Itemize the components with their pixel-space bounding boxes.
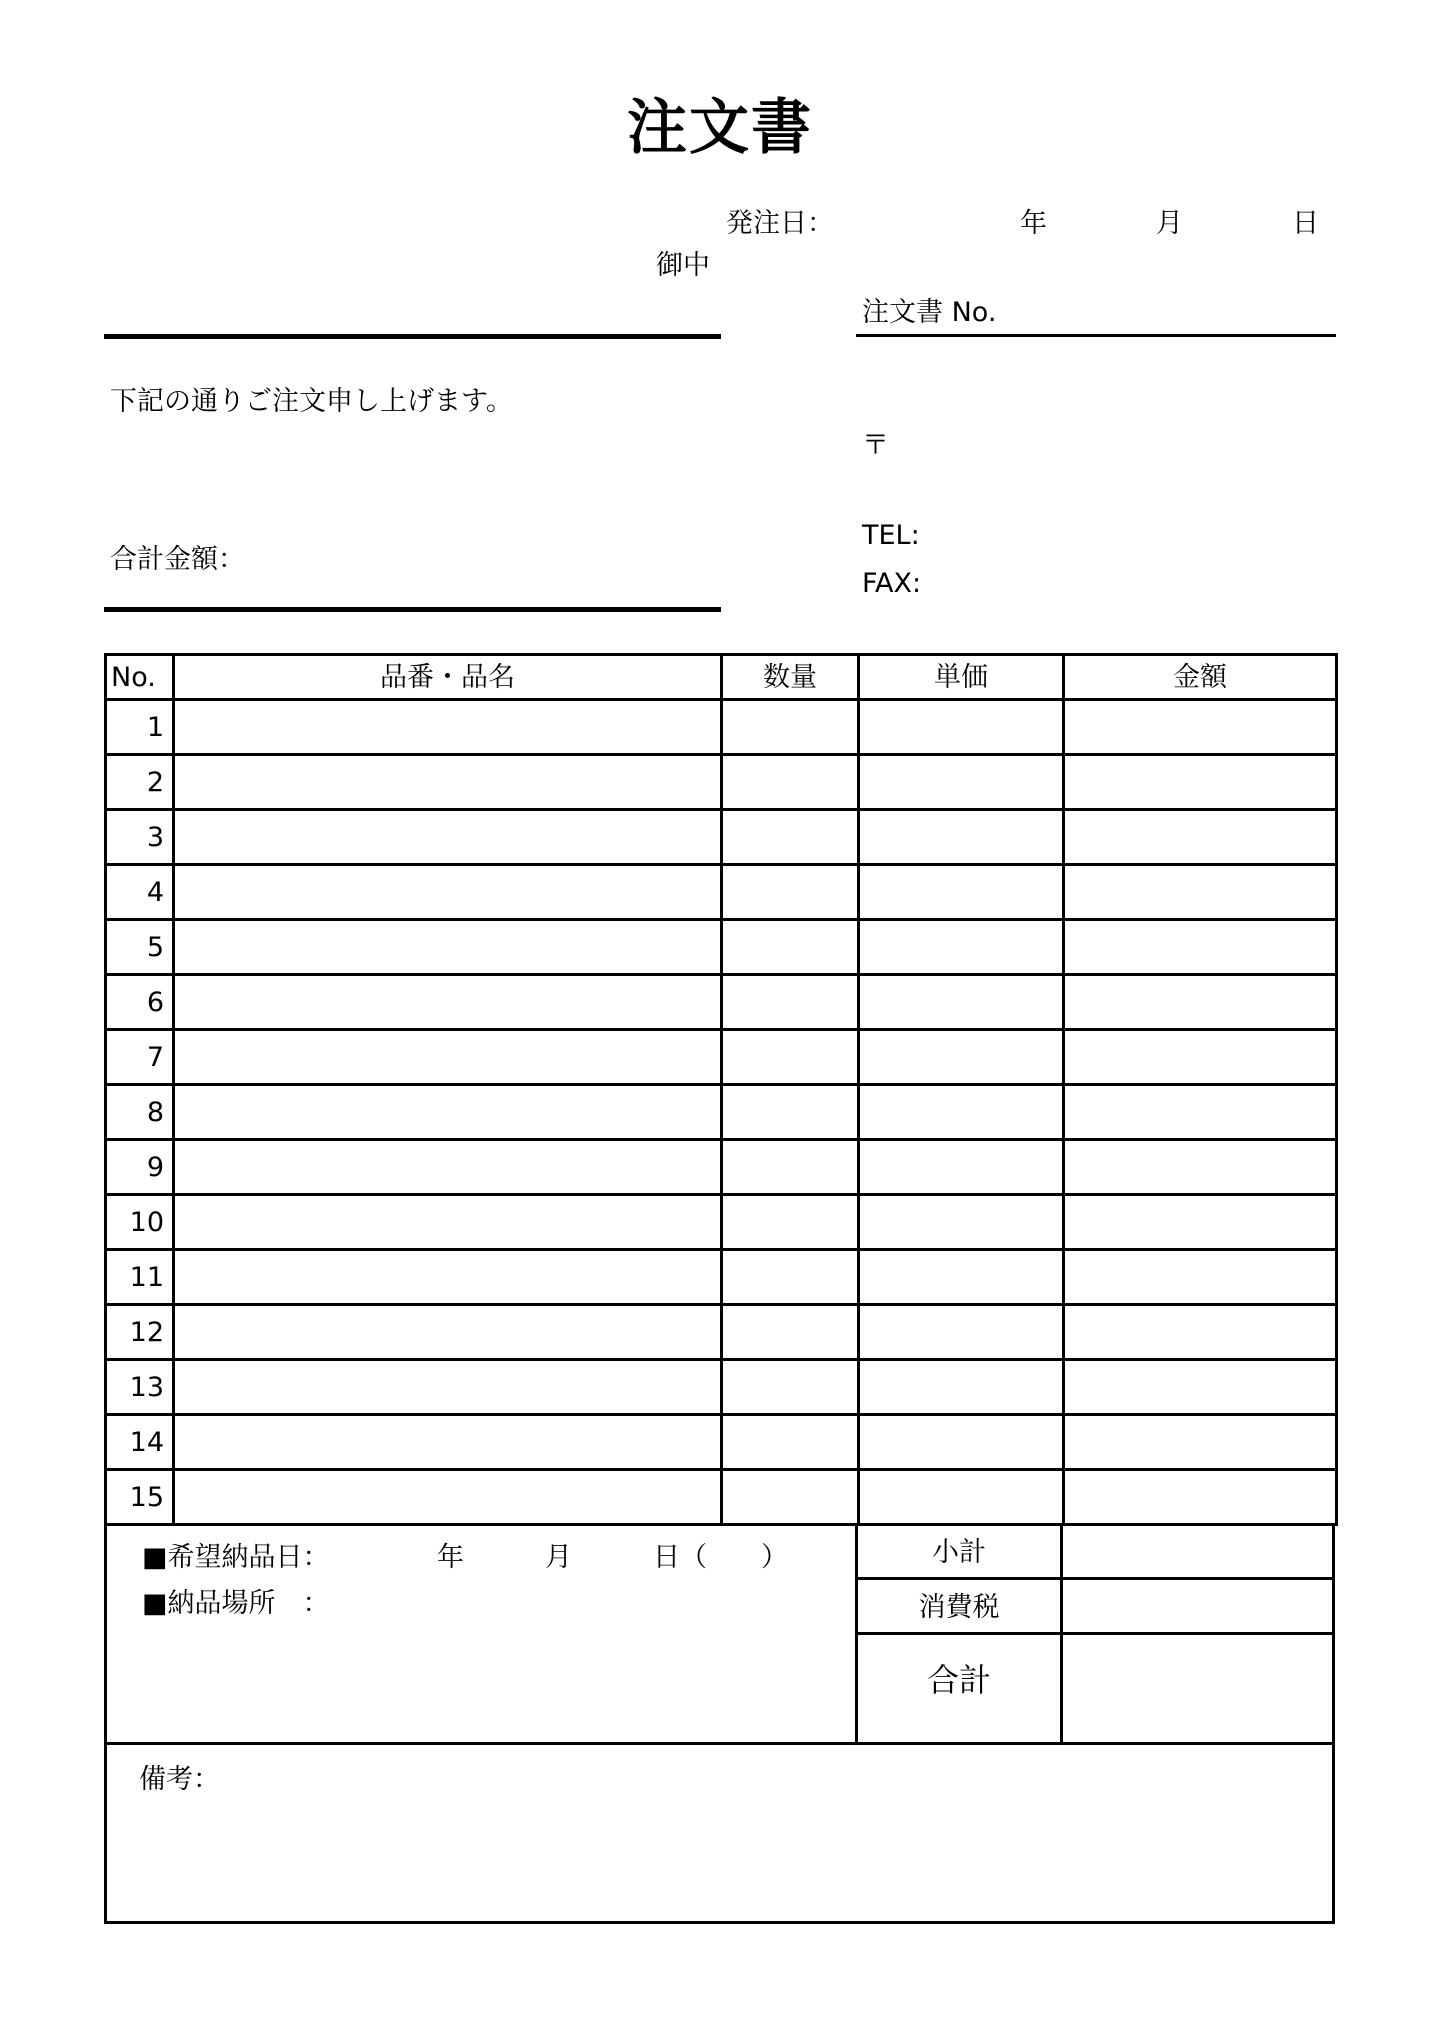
document-title: 注文書 — [627, 93, 813, 163]
item-name-cell[interactable] — [174, 1470, 722, 1525]
quantity-cell[interactable] — [722, 1195, 859, 1250]
order-number-rule — [856, 334, 1336, 337]
amount-cell[interactable] — [1064, 1030, 1337, 1085]
quantity-cell[interactable] — [722, 865, 859, 920]
table-row — [106, 1085, 1337, 1140]
quantity-cell[interactable] — [722, 1085, 859, 1140]
amount-cell[interactable] — [1064, 1415, 1337, 1470]
header-unit-price: 単価 — [859, 655, 1064, 700]
subtotal-value[interactable] — [1063, 1524, 1335, 1577]
delivery-date-label: ■希望納品日： — [142, 1542, 330, 1573]
item-name-cell[interactable] — [174, 700, 722, 755]
row-number: 12 — [106, 1305, 174, 1360]
fax-label: FAX: — [862, 568, 922, 599]
amount-cell[interactable] — [1064, 1305, 1337, 1360]
item-name-cell[interactable] — [174, 755, 722, 810]
table-row — [106, 1415, 1337, 1470]
delivery-date-month: 月 — [545, 1542, 572, 1573]
quantity-cell[interactable] — [722, 1360, 859, 1415]
amount-cell[interactable] — [1064, 865, 1337, 920]
unit-price-cell[interactable] — [859, 1415, 1064, 1470]
row-number: 11 — [106, 1250, 174, 1305]
amount-cell[interactable] — [1064, 700, 1337, 755]
item-name-cell[interactable] — [174, 1305, 722, 1360]
row-number: 9 — [106, 1140, 174, 1195]
unit-price-cell[interactable] — [859, 1030, 1064, 1085]
tax-label: 消費税 — [918, 1592, 1000, 1623]
total-amount-label: 合計金額： — [110, 544, 245, 575]
intro-text: 下記の通りご注文申し上げます。 — [110, 386, 513, 417]
header-no: No. — [106, 655, 174, 700]
table-row — [106, 755, 1337, 810]
table-row — [106, 1360, 1337, 1415]
quantity-cell[interactable] — [722, 1250, 859, 1305]
recipient-suffix: 御中 — [656, 250, 710, 281]
row-number: 3 — [106, 810, 174, 865]
unit-price-cell[interactable] — [859, 1195, 1064, 1250]
item-name-cell[interactable] — [174, 1360, 722, 1415]
unit-price-cell[interactable] — [859, 1360, 1064, 1415]
remarks-area[interactable] — [107, 1745, 1335, 1921]
amount-cell[interactable] — [1064, 975, 1337, 1030]
item-name-cell[interactable] — [174, 1195, 722, 1250]
amount-cell[interactable] — [1064, 755, 1337, 810]
subtotal-label: 小計 — [932, 1537, 986, 1568]
order-date-label: 発注日： — [726, 208, 834, 239]
row-number: 8 — [106, 1085, 174, 1140]
quantity-cell[interactable] — [722, 1140, 859, 1195]
table-row — [106, 810, 1337, 865]
order-number-label: 注文書 No. — [862, 297, 997, 328]
quantity-cell[interactable] — [722, 1305, 859, 1360]
items-table — [104, 653, 1338, 1526]
table-row — [106, 1140, 1337, 1195]
tax-value[interactable] — [1063, 1580, 1335, 1632]
unit-price-cell[interactable] — [859, 1250, 1064, 1305]
amount-cell[interactable] — [1064, 1140, 1337, 1195]
amount-cell[interactable] — [1064, 1085, 1337, 1140]
quantity-cell[interactable] — [722, 1030, 859, 1085]
item-name-cell[interactable] — [174, 865, 722, 920]
unit-price-cell[interactable] — [859, 865, 1064, 920]
delivery-date-day: 日（ ） — [653, 1542, 788, 1573]
row-number: 2 — [106, 755, 174, 810]
quantity-cell[interactable] — [722, 1470, 859, 1525]
summary-section — [104, 1524, 1335, 1924]
item-name-cell[interactable] — [174, 1140, 722, 1195]
quantity-cell[interactable] — [722, 755, 859, 810]
order-date-year: 年 — [1020, 208, 1047, 239]
item-name-cell[interactable] — [174, 1085, 722, 1140]
item-name-cell[interactable] — [174, 810, 722, 865]
unit-price-cell[interactable] — [859, 755, 1064, 810]
table-row — [106, 1195, 1337, 1250]
table-row — [106, 1250, 1337, 1305]
header-quantity: 数量 — [722, 655, 859, 700]
unit-price-cell[interactable] — [859, 1140, 1064, 1195]
row-number: 15 — [106, 1470, 174, 1525]
tel-label: TEL: — [862, 520, 920, 551]
table-row — [106, 1470, 1337, 1525]
unit-price-cell[interactable] — [859, 810, 1064, 865]
unit-price-cell[interactable] — [859, 1085, 1064, 1140]
table-row — [106, 920, 1337, 975]
postal-mark: 〒 — [862, 430, 889, 461]
row-number: 14 — [106, 1415, 174, 1470]
item-name-cell[interactable] — [174, 975, 722, 1030]
table-row — [106, 1305, 1337, 1360]
amount-cell[interactable] — [1064, 920, 1337, 975]
table-row — [106, 865, 1337, 920]
order-date-day: 日 — [1292, 208, 1319, 239]
unit-price-cell[interactable] — [859, 975, 1064, 1030]
item-name-cell[interactable] — [174, 1415, 722, 1470]
grand-total-label: 合計 — [926, 1661, 991, 1699]
delivery-date-year: 年 — [437, 1542, 464, 1573]
table-row — [106, 1030, 1337, 1085]
recipient-rule — [104, 334, 721, 339]
row-number: 7 — [106, 1030, 174, 1085]
amount-cell[interactable] — [1064, 1360, 1337, 1415]
quantity-cell[interactable] — [722, 700, 859, 755]
quantity-cell[interactable] — [722, 810, 859, 865]
amount-cell[interactable] — [1064, 1250, 1337, 1305]
amount-cell[interactable] — [1064, 810, 1337, 865]
row-number: 10 — [106, 1195, 174, 1250]
quantity-cell[interactable] — [722, 975, 859, 1030]
header-amount: 金額 — [1064, 655, 1337, 700]
row-number: 13 — [106, 1360, 174, 1415]
quantity-cell[interactable] — [722, 920, 859, 975]
amount-cell[interactable] — [1064, 1470, 1337, 1525]
unit-price-cell[interactable] — [859, 1470, 1064, 1525]
grand-total-value[interactable] — [1063, 1635, 1335, 1742]
total-amount-rule — [104, 607, 721, 612]
item-name-cell[interactable] — [174, 1250, 722, 1305]
remarks-label: 備考： — [139, 1764, 220, 1795]
row-number: 4 — [106, 865, 174, 920]
row-number: 6 — [106, 975, 174, 1030]
table-row — [106, 700, 1337, 755]
table-header-row — [106, 655, 1337, 700]
quantity-cell[interactable] — [722, 1415, 859, 1470]
row-number: 5 — [106, 920, 174, 975]
unit-price-cell[interactable] — [859, 920, 1064, 975]
unit-price-cell[interactable] — [859, 700, 1064, 755]
delivery-place-label: ■納品場所 ： — [142, 1588, 330, 1619]
item-name-cell[interactable] — [174, 920, 722, 975]
header-item-name: 品番・品名 — [174, 655, 722, 700]
item-name-cell[interactable] — [174, 1030, 722, 1085]
amount-cell[interactable] — [1064, 1195, 1337, 1250]
order-date-month: 月 — [1156, 208, 1183, 239]
unit-price-cell[interactable] — [859, 1305, 1064, 1360]
row-number: 1 — [106, 700, 174, 755]
table-row — [106, 975, 1337, 1030]
